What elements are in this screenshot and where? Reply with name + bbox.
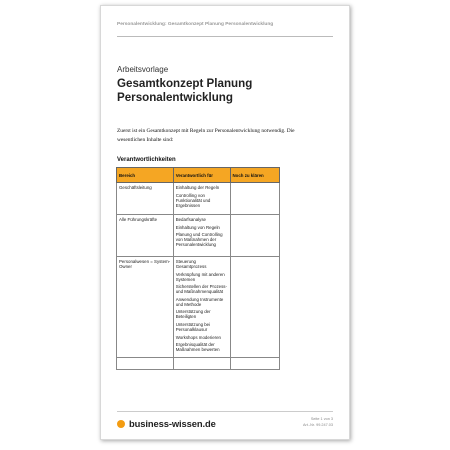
document-title bbox=[117, 77, 252, 104]
task-item: Controlling von Funktionalität und Ergebnissen bbox=[175, 192, 211, 208]
task-item: Anwendung Instrumente und Methode bbox=[175, 296, 224, 307]
task-item: Workshops moderieren bbox=[175, 334, 221, 340]
cell-noch-zu-klaeren[interactable] bbox=[230, 357, 280, 369]
logo-text: business-wissen.de bbox=[129, 418, 216, 429]
cell-noch-zu-klaeren[interactable] bbox=[230, 215, 280, 257]
task-item: Unterstützung der Beteiligten bbox=[175, 309, 211, 320]
header-divider bbox=[117, 36, 333, 37]
table-body bbox=[117, 183, 280, 370]
brand-logo bbox=[117, 418, 216, 429]
task-item: Unterstützung bei Personalklausur bbox=[175, 321, 211, 332]
header-cell-verantwortlich: Verantwortlich für bbox=[173, 168, 230, 183]
running-header: Personalentwicklung: Gesamtkonzept Planung Personalentwicklung bbox=[117, 22, 274, 27]
table-header-row bbox=[117, 168, 280, 183]
task-item: Planung und Controlling von Maßnahmen der Personalentwicklung bbox=[175, 232, 223, 248]
task-item: Bedarfsanalyse bbox=[175, 217, 206, 222]
title-line-1: Gesamtkonzept Planung bbox=[117, 77, 253, 90]
cell-verantwortlich bbox=[173, 357, 230, 369]
cell-bereich: Geschäftsleitung bbox=[117, 183, 174, 215]
cell-verantwortlich bbox=[173, 183, 230, 215]
table-row bbox=[117, 183, 280, 215]
table-row bbox=[117, 215, 280, 257]
cell-bereich bbox=[117, 357, 174, 369]
section-heading: Verantwortlichkeiten bbox=[117, 157, 176, 163]
document-page bbox=[100, 5, 350, 440]
cell-noch-zu-klaeren[interactable] bbox=[230, 183, 280, 215]
document-kicker: Arbeitsvorlage bbox=[117, 65, 169, 74]
responsibilities-table bbox=[116, 167, 280, 370]
cell-noch-zu-klaeren[interactable] bbox=[230, 257, 280, 358]
header-cell-bereich: Bereich bbox=[117, 168, 174, 183]
task-item: Ergebnisqualität der Maßnahmen bewerten bbox=[175, 342, 220, 353]
cell-bereich: Alle Führungskräfte bbox=[117, 215, 174, 257]
title-line-2: Personalentwicklung bbox=[117, 90, 233, 104]
page-info bbox=[303, 416, 333, 428]
table-row bbox=[117, 257, 280, 358]
footer-divider bbox=[117, 411, 333, 412]
cell-bereich: Personalwesen = System-Owner bbox=[117, 257, 174, 358]
task-item: Steuerung Gesamtprozess bbox=[175, 259, 207, 269]
table-row bbox=[117, 357, 280, 369]
task-item: Verknüpfung mit anderen Systemen bbox=[175, 271, 225, 282]
header-cell-noch-zu-klaeren: Noch zu klären bbox=[230, 168, 280, 183]
page-number: Seite 1 von 3 bbox=[310, 417, 333, 421]
logo-dot-icon bbox=[117, 420, 125, 428]
task-item: Sicherstellen der Prozess- und Maßnahmenqualität bbox=[175, 284, 227, 295]
article-number: Art.-Nr. 99.247.03 bbox=[303, 423, 333, 427]
task-item: Einhaltung von Regeln bbox=[175, 224, 220, 230]
cell-verantwortlich bbox=[173, 215, 230, 257]
cell-verantwortlich bbox=[173, 257, 230, 358]
intro-paragraph: Zuerst ist ein Gesamtkonzept mit Regeln zur Personalentwicklung notwendig. Die wesentlichen Inhalte sind: bbox=[117, 128, 295, 143]
task-item: Einhaltung der Regeln bbox=[175, 185, 220, 190]
